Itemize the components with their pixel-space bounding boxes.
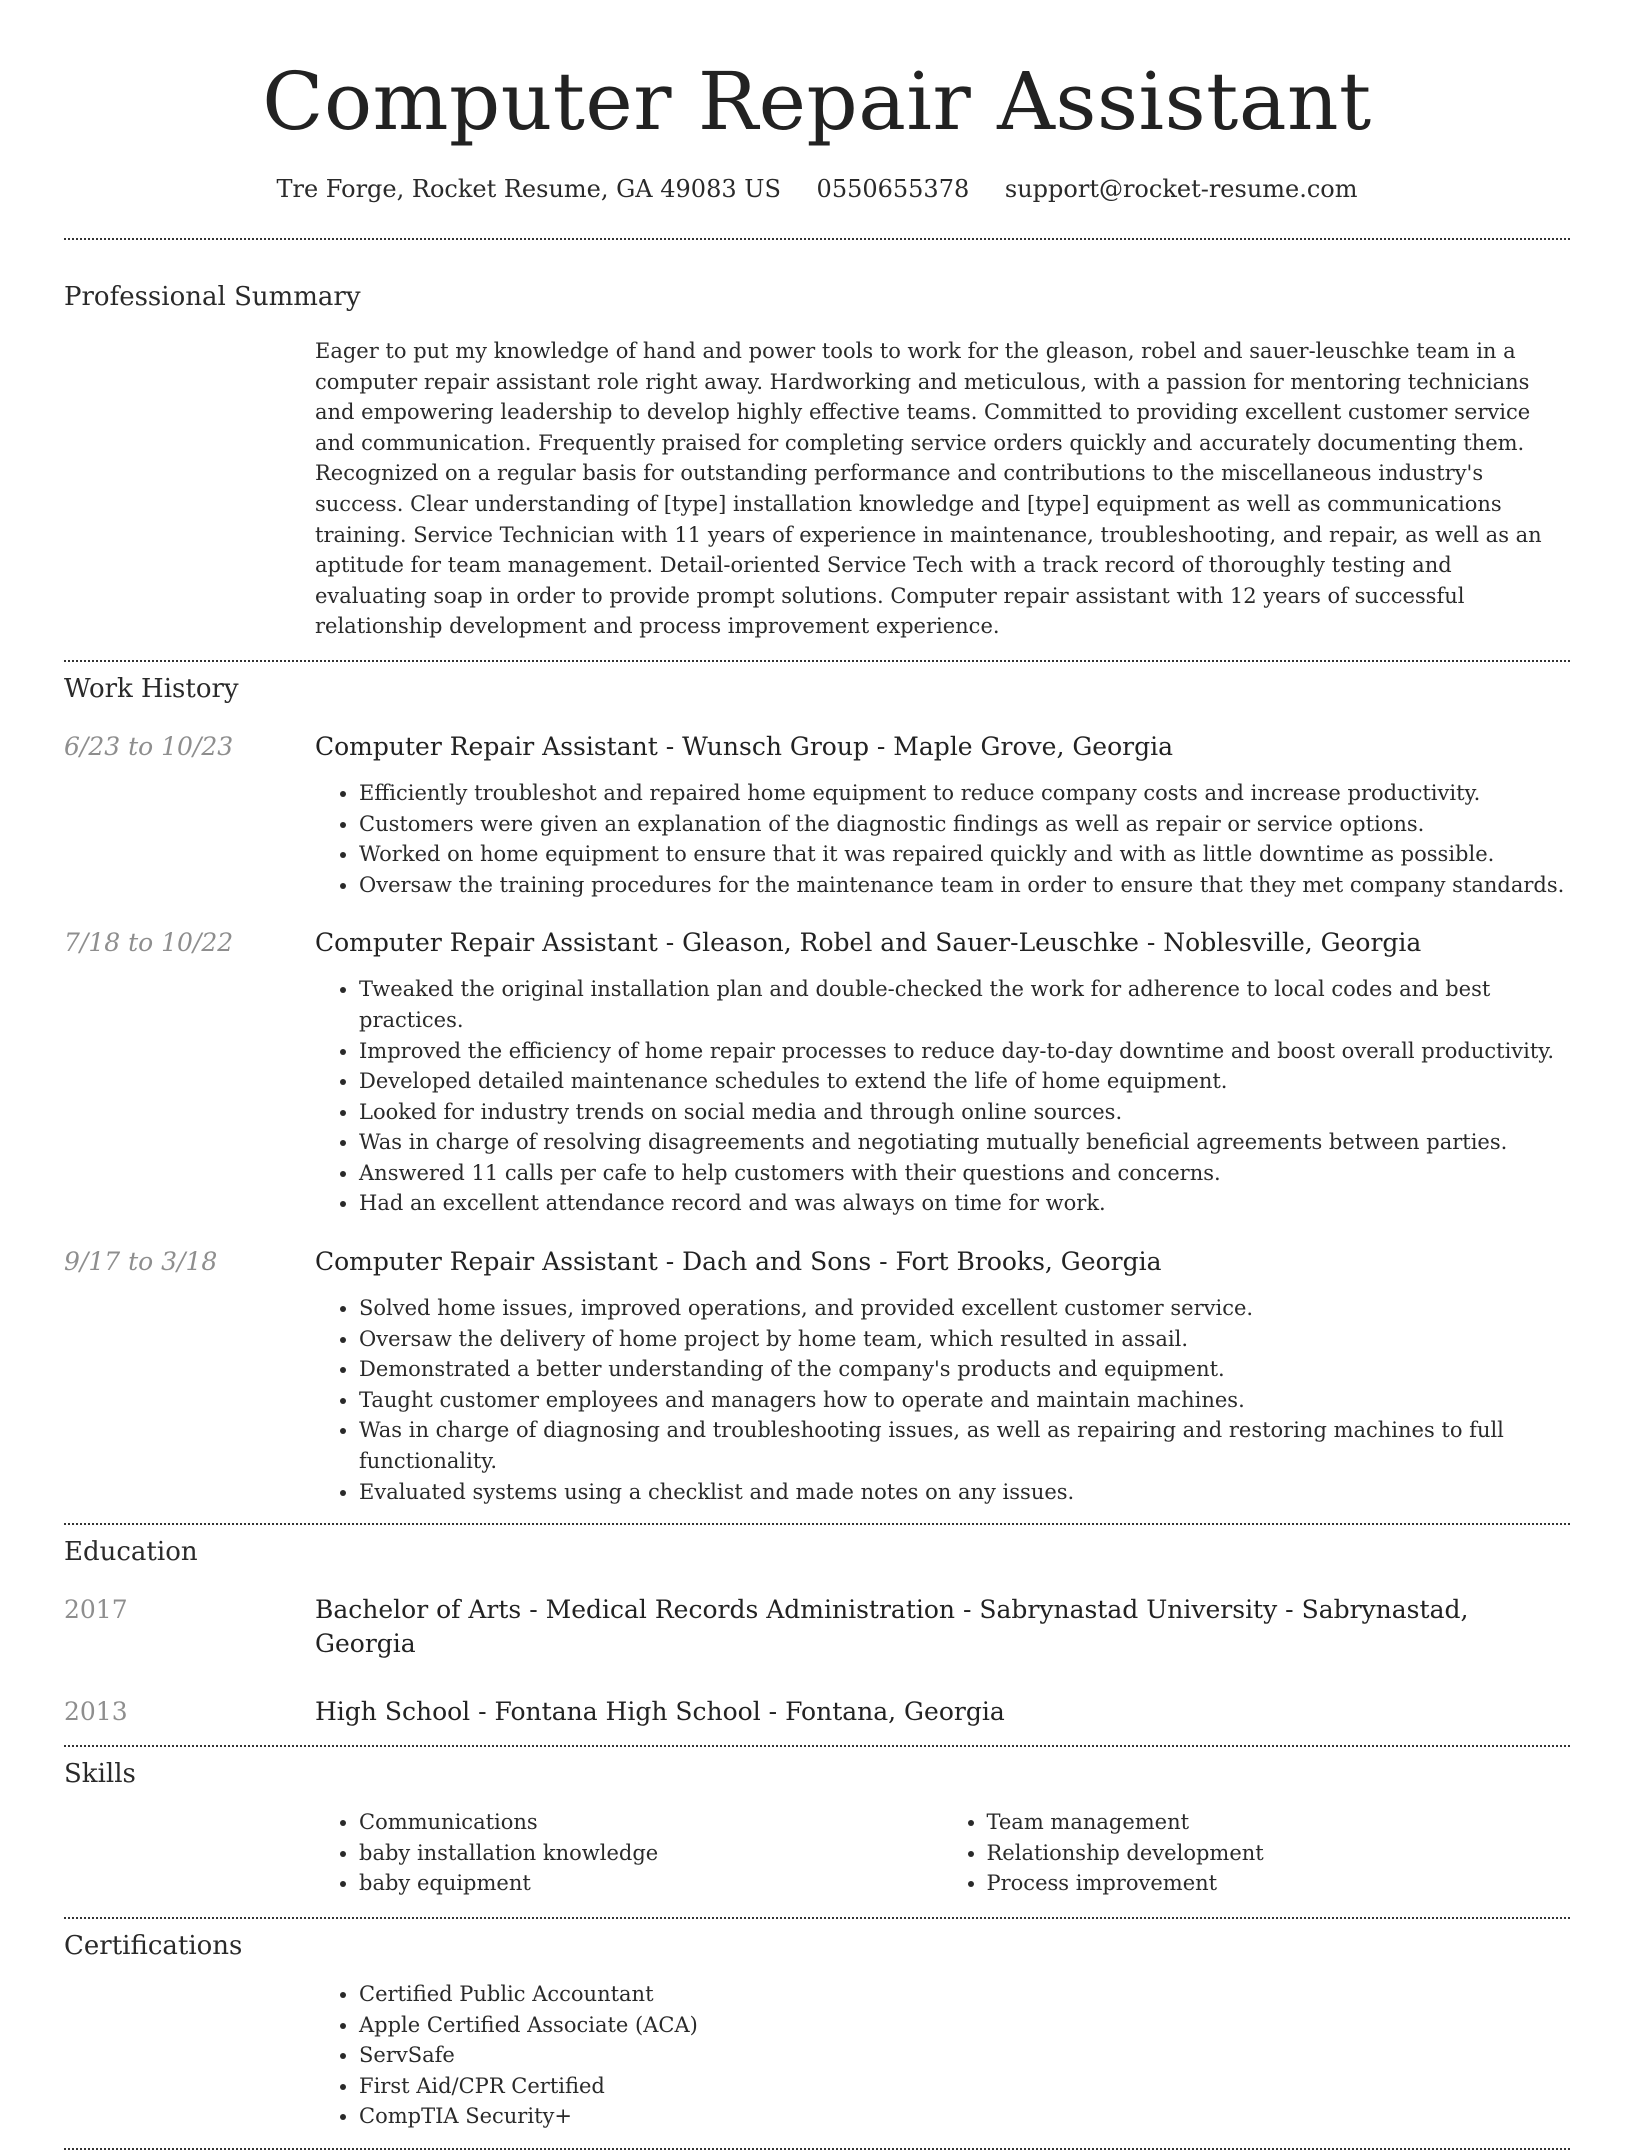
resume-page [64, 0, 1570, 2150]
job-dates: 9/17 to 3/18 [64, 1247, 218, 1277]
job-dates: 7/18 to 10/22 [64, 928, 234, 958]
list-item: • Apple Certified Associate (ACA) [359, 2010, 1570, 2041]
job-entry [64, 1245, 1570, 1507]
list-item: • Demonstrated a better understanding of the company's products and equipment. [359, 1354, 1570, 1385]
list-item: • Oversaw the delivery of home project by home team, which resulted in assail. [359, 1324, 1570, 1355]
job-heading: Computer Repair Assistant - Wunsch Group - Maple Grove, Georgia [315, 731, 1174, 761]
job-bullets [315, 974, 1570, 1219]
list-item: • First Aid/CPR Certified [359, 2071, 1570, 2102]
list-item: • Developed detailed maintenance schedules to extend the life of home equipment. [359, 1066, 1570, 1097]
contact-line [64, 172, 1570, 206]
list-item: • Was in charge of resolving disagreements and negotiating mutually beneficial agreements between parties. [359, 1127, 1570, 1158]
list-item: • Looked for industry trends on social media and through online sources. [359, 1097, 1570, 1128]
summary-title: Professional Summary [64, 282, 361, 312]
job-dates: 6/23 to 10/23 [64, 731, 234, 761]
list-item: • Evaluated systems using a checklist and made notes on any issues. [359, 1477, 1570, 1508]
work-history-section [64, 662, 1570, 1507]
list-item: • Taught customer employees and managers how to operate and maintain machines. [359, 1385, 1570, 1416]
candidate-name: Computer Repair Assistant [262, 55, 1372, 148]
contact-phone: 0550655378 [816, 175, 970, 203]
education-entry [64, 1593, 1570, 1661]
list-item: • Was in charge of diagnosing and troubleshooting issues, as well as repairing and restoring machines to full functionality. [359, 1415, 1570, 1476]
certifications-title: Certifications [64, 1931, 243, 1961]
list-item: • Relationship development [987, 1838, 1571, 1869]
job-bullets [315, 778, 1570, 900]
skills-section [64, 1747, 1570, 1899]
list-item: • Certified Public Accountant [359, 1979, 1570, 2010]
list-item: • Team management [987, 1807, 1571, 1838]
list-item: • Worked on home equipment to ensure that it was repaired quickly and with as little downtime as possible. [359, 839, 1570, 870]
list-item: • Had an excellent attendance record and was always on time for work. [359, 1188, 1570, 1219]
list-item: • Process improvement [987, 1868, 1571, 1899]
job-entry [64, 926, 1570, 1219]
education-heading: High School - Fontana High School - Fontana, Georgia [315, 1697, 1005, 1727]
job-entry [64, 730, 1570, 900]
list-item: • Oversaw the training procedures for the maintenance team in order to ensure that they met company standards. [359, 870, 1570, 901]
list-item: • Efficiently troubleshot and repaired home equipment to reduce company costs and increase productivity. [359, 778, 1570, 809]
job-bullets [315, 1293, 1570, 1507]
education-title: Education [64, 1537, 198, 1568]
job-heading: Computer Repair Assistant - Gleason, Robel and Sauer-Leuschke - Noblesville, Georgia [315, 928, 1422, 958]
summary-text: Eager to put my knowledge of hand and power tools to work for the gleason, robel and sauer-leuschke team in a computer repair assistant role right away. Hardworking and meticulous, with a passion for mentoring technicians and empowering leadership to develop highly effective teams. Committed to providing excellent customer service and communication. Frequently praised for completing service orders quickly and accurately documenting them. Recognized on a regular basis for outstanding performance and contributions to the miscellaneous industry's success. Clear understanding of [type] installation knowledge and [type] equipment as well as communications training. Service Technician with 11 years of experience in maintenance, troubleshooting, and repair, as well as an aptitude for team management. Detail-oriented Service Tech with a track record of thoroughly testing and evaluating soap in order to provide prompt solutions. Computer repair assistant with 12 years of successful relationship development and process improvement experience. [315, 339, 1542, 639]
skills-list-left [315, 1807, 943, 1899]
education-year: 2017 [64, 1595, 128, 1625]
list-item: • Improved the efficiency of home repair processes to reduce day-to-day downtime and boost overall productivity. [359, 1036, 1570, 1067]
list-item: • baby equipment [359, 1868, 943, 1899]
contact-address: Tre Forge, Rocket Resume, GA 49083 US [276, 175, 781, 203]
certifications-section [64, 1919, 1570, 2132]
list-item: • Customers were given an explanation of the diagnostic findings as well as repair or service options. [359, 809, 1570, 840]
list-item: • Communications [359, 1807, 943, 1838]
skills-list-right [943, 1807, 1571, 1899]
education-heading: Bachelor of Arts - Medical Records Administration - Sabrynastad University - Sabrynastad, Georgia [315, 1595, 1469, 1659]
skills-title: Skills [64, 1759, 136, 1790]
work-history-title: Work History [64, 673, 239, 704]
list-item: • baby installation knowledge [359, 1838, 943, 1869]
list-item: • ServSafe [359, 2040, 1570, 2071]
certifications-list [315, 1979, 1570, 2132]
list-item: • CompTIA Security+ [359, 2101, 1570, 2132]
education-year: 2013 [64, 1697, 128, 1727]
list-item: • Tweaked the original installation plan and double-checked the work for adherence to local codes and best practices. [359, 974, 1570, 1035]
list-item: • Answered 11 calls per cafe to help customers with their questions and concerns. [359, 1158, 1570, 1189]
education-section [64, 1525, 1570, 1729]
contact-email: support@rocket-resume.com [1004, 175, 1358, 203]
summary-section [64, 240, 1570, 642]
job-heading: Computer Repair Assistant - Dach and Sons - Fort Brooks, Georgia [315, 1247, 1162, 1277]
list-item: • Solved home issues, improved operations, and provided excellent customer service. [359, 1293, 1570, 1324]
education-entry [64, 1695, 1570, 1729]
